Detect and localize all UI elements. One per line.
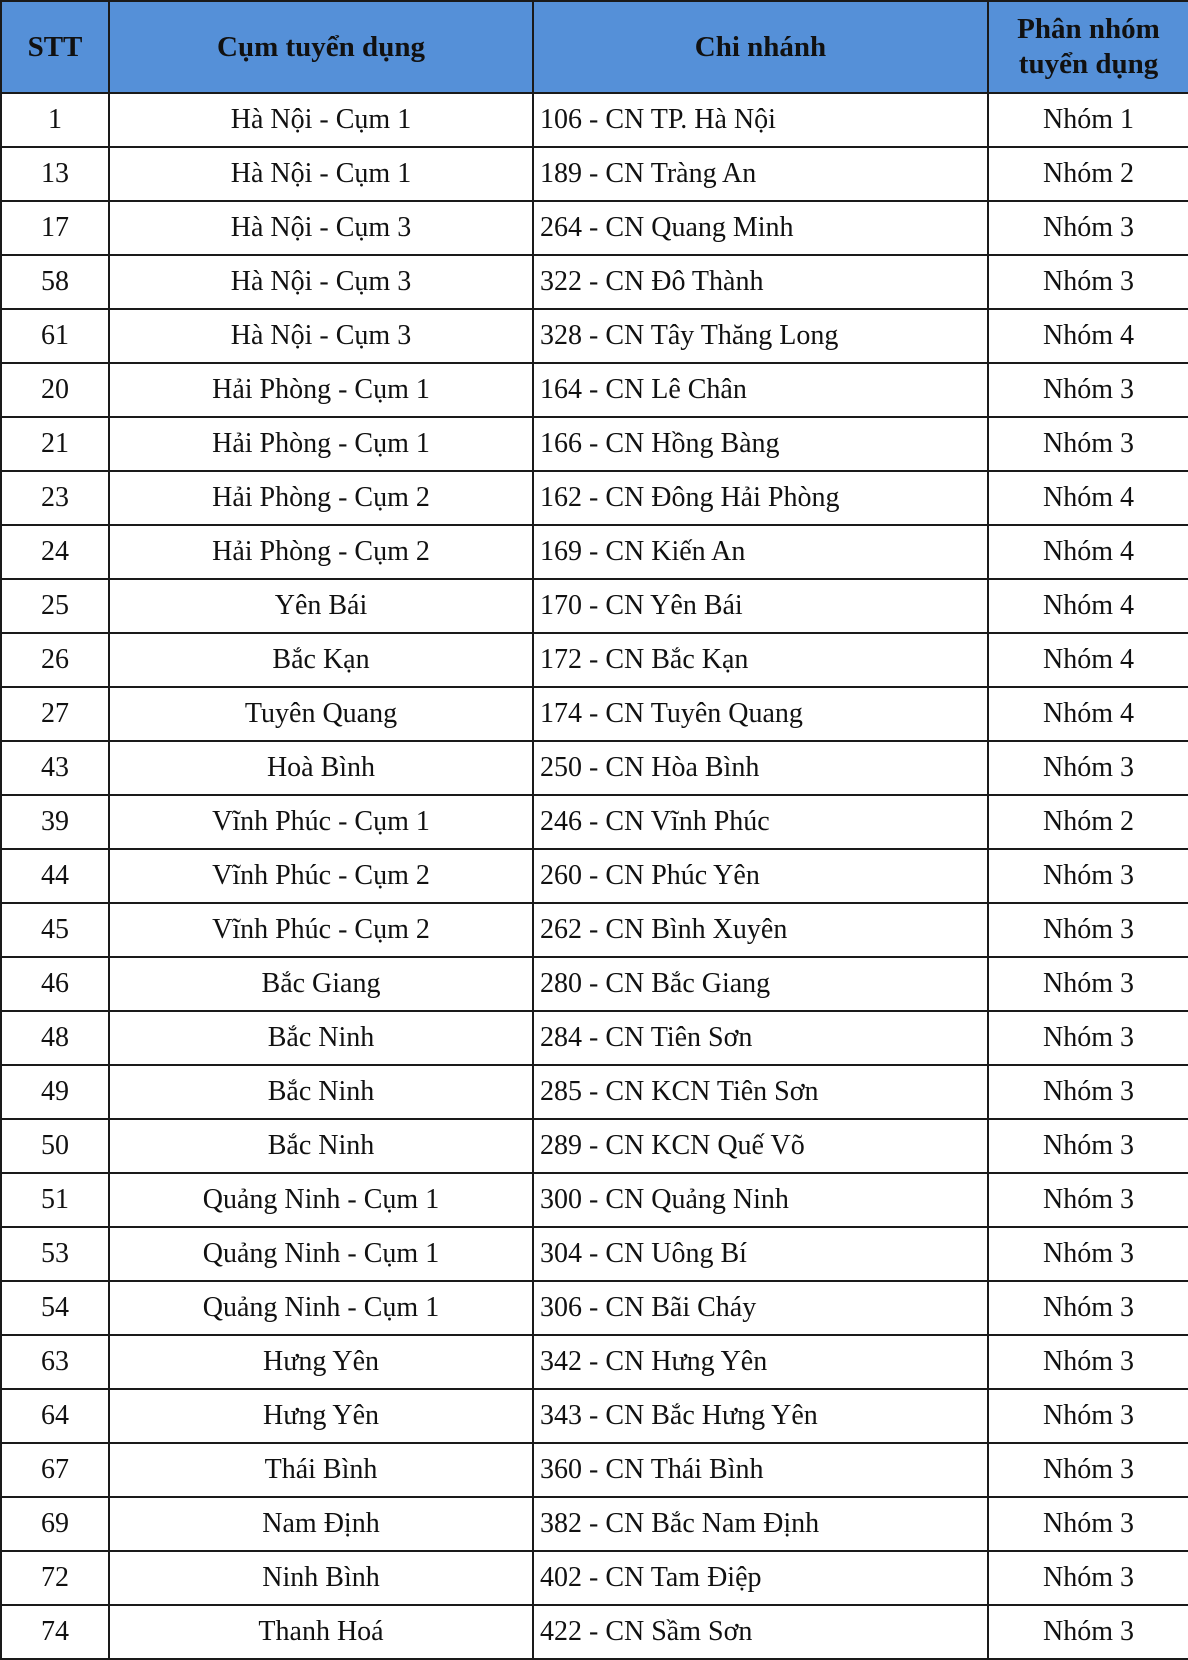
header-cluster: Cụm tuyển dụng xyxy=(109,1,533,93)
cluster-cell: Bắc Kạn xyxy=(109,633,533,687)
cluster-cell: Hà Nội - Cụm 3 xyxy=(109,201,533,255)
group-cell: Nhóm 3 xyxy=(988,1443,1188,1497)
branch-cell: 170 - CN Yên Bái xyxy=(533,579,988,633)
cluster-cell: Bắc Giang xyxy=(109,957,533,1011)
cluster-cell: Hà Nội - Cụm 3 xyxy=(109,309,533,363)
header-group xyxy=(988,1,1188,93)
group-cell: Nhóm 3 xyxy=(988,1605,1188,1659)
stt-cell: 1 xyxy=(1,93,109,147)
table-row xyxy=(1,1173,1188,1227)
table-row xyxy=(1,255,1188,309)
header-row xyxy=(1,1,1188,93)
stt-cell: 17 xyxy=(1,201,109,255)
branch-cell: 262 - CN Bình Xuyên xyxy=(533,903,988,957)
group-cell: Nhóm 3 xyxy=(988,1281,1188,1335)
header-group-label: Phân nhóm tuyển dụng xyxy=(1017,13,1160,80)
table-row xyxy=(1,1227,1188,1281)
cluster-cell: Thanh Hoá xyxy=(109,1605,533,1659)
branch-cell: 284 - CN Tiên Sơn xyxy=(533,1011,988,1065)
table-header xyxy=(1,1,1188,93)
group-cell: Nhóm 3 xyxy=(988,849,1188,903)
group-cell: Nhóm 3 xyxy=(988,363,1188,417)
cluster-cell: Tuyên Quang xyxy=(109,687,533,741)
cluster-cell: Quảng Ninh - Cụm 1 xyxy=(109,1227,533,1281)
table-row xyxy=(1,1281,1188,1335)
group-cell: Nhóm 2 xyxy=(988,795,1188,849)
stt-cell: 27 xyxy=(1,687,109,741)
table-row xyxy=(1,1497,1188,1551)
cluster-cell: Hà Nội - Cụm 3 xyxy=(109,255,533,309)
stt-cell: 58 xyxy=(1,255,109,309)
group-cell: Nhóm 4 xyxy=(988,471,1188,525)
table-row xyxy=(1,417,1188,471)
stt-cell: 63 xyxy=(1,1335,109,1389)
stt-cell: 43 xyxy=(1,741,109,795)
stt-cell: 21 xyxy=(1,417,109,471)
stt-cell: 61 xyxy=(1,309,109,363)
header-stt: STT xyxy=(1,1,109,93)
group-cell: Nhóm 3 xyxy=(988,903,1188,957)
stt-cell: 45 xyxy=(1,903,109,957)
group-cell: Nhóm 3 xyxy=(988,1065,1188,1119)
group-cell: Nhóm 3 xyxy=(988,201,1188,255)
group-cell: Nhóm 3 xyxy=(988,255,1188,309)
stt-cell: 69 xyxy=(1,1497,109,1551)
cluster-cell: Bắc Ninh xyxy=(109,1119,533,1173)
cluster-cell: Hải Phòng - Cụm 1 xyxy=(109,363,533,417)
table-body xyxy=(1,93,1188,1659)
cluster-cell: Nam Định xyxy=(109,1497,533,1551)
table-row xyxy=(1,201,1188,255)
branch-cell: 169 - CN Kiến An xyxy=(533,525,988,579)
branch-cell: 174 - CN Tuyên Quang xyxy=(533,687,988,741)
cluster-cell: Bắc Ninh xyxy=(109,1065,533,1119)
branch-cell: 422 - CN Sầm Sơn xyxy=(533,1605,988,1659)
table-row xyxy=(1,957,1188,1011)
cluster-cell: Vĩnh Phúc - Cụm 2 xyxy=(109,903,533,957)
group-cell: Nhóm 3 xyxy=(988,957,1188,1011)
table-row xyxy=(1,795,1188,849)
cluster-cell: Quảng Ninh - Cụm 1 xyxy=(109,1173,533,1227)
group-cell: Nhóm 3 xyxy=(988,1497,1188,1551)
table-row xyxy=(1,1335,1188,1389)
group-cell: Nhóm 3 xyxy=(988,741,1188,795)
cluster-cell: Thái Bình xyxy=(109,1443,533,1497)
branch-cell: 343 - CN Bắc Hưng Yên xyxy=(533,1389,988,1443)
group-cell: Nhóm 3 xyxy=(988,1389,1188,1443)
table-row xyxy=(1,741,1188,795)
group-cell: Nhóm 3 xyxy=(988,1173,1188,1227)
group-cell: Nhóm 4 xyxy=(988,579,1188,633)
branch-cell: 285 - CN KCN Tiên Sơn xyxy=(533,1065,988,1119)
group-cell: Nhóm 1 xyxy=(988,93,1188,147)
group-cell: Nhóm 3 xyxy=(988,1335,1188,1389)
group-cell: Nhóm 3 xyxy=(988,1227,1188,1281)
stt-cell: 67 xyxy=(1,1443,109,1497)
stt-cell: 39 xyxy=(1,795,109,849)
table-row xyxy=(1,1389,1188,1443)
group-cell: Nhóm 4 xyxy=(988,633,1188,687)
branch-cell: 322 - CN Đô Thành xyxy=(533,255,988,309)
stt-cell: 20 xyxy=(1,363,109,417)
branch-cell: 360 - CN Thái Bình xyxy=(533,1443,988,1497)
branch-cell: 164 - CN Lê Chân xyxy=(533,363,988,417)
table-row xyxy=(1,525,1188,579)
table-row xyxy=(1,147,1188,201)
branch-cell: 166 - CN Hồng Bàng xyxy=(533,417,988,471)
cluster-cell: Hà Nội - Cụm 1 xyxy=(109,147,533,201)
stt-cell: 51 xyxy=(1,1173,109,1227)
cluster-cell: Hoà Bình xyxy=(109,741,533,795)
branch-cell: 162 - CN Đông Hải Phòng xyxy=(533,471,988,525)
stt-cell: 46 xyxy=(1,957,109,1011)
table-row xyxy=(1,687,1188,741)
table-row xyxy=(1,1011,1188,1065)
stt-cell: 13 xyxy=(1,147,109,201)
table-row xyxy=(1,471,1188,525)
table-row xyxy=(1,849,1188,903)
branch-cell: 280 - CN Bắc Giang xyxy=(533,957,988,1011)
cluster-cell: Yên Bái xyxy=(109,579,533,633)
stt-cell: 54 xyxy=(1,1281,109,1335)
cluster-cell: Hà Nội - Cụm 1 xyxy=(109,93,533,147)
cluster-cell: Quảng Ninh - Cụm 1 xyxy=(109,1281,533,1335)
stt-cell: 64 xyxy=(1,1389,109,1443)
branch-cell: 289 - CN KCN Quế Võ xyxy=(533,1119,988,1173)
table-row xyxy=(1,1065,1188,1119)
stt-cell: 23 xyxy=(1,471,109,525)
cluster-cell: Hải Phòng - Cụm 2 xyxy=(109,471,533,525)
branch-cell: 246 - CN Vĩnh Phúc xyxy=(533,795,988,849)
branch-cell: 328 - CN Tây Thăng Long xyxy=(533,309,988,363)
branch-cell: 250 - CN Hòa Bình xyxy=(533,741,988,795)
group-cell: Nhóm 3 xyxy=(988,417,1188,471)
stt-cell: 25 xyxy=(1,579,109,633)
cluster-cell: Hưng Yên xyxy=(109,1335,533,1389)
table-row xyxy=(1,1119,1188,1173)
branch-cell: 106 - CN TP. Hà Nội xyxy=(533,93,988,147)
table-row xyxy=(1,1605,1188,1659)
branch-cell: 402 - CN Tam Điệp xyxy=(533,1551,988,1605)
header-branch: Chi nhánh xyxy=(533,1,988,93)
stt-cell: 49 xyxy=(1,1065,109,1119)
stt-cell: 50 xyxy=(1,1119,109,1173)
stt-cell: 72 xyxy=(1,1551,109,1605)
table-row xyxy=(1,363,1188,417)
cluster-cell: Hưng Yên xyxy=(109,1389,533,1443)
stt-cell: 48 xyxy=(1,1011,109,1065)
cluster-cell: Vĩnh Phúc - Cụm 2 xyxy=(109,849,533,903)
stt-cell: 53 xyxy=(1,1227,109,1281)
group-cell: Nhóm 3 xyxy=(988,1119,1188,1173)
table-row xyxy=(1,1443,1188,1497)
table-row xyxy=(1,633,1188,687)
branch-cell: 306 - CN Bãi Cháy xyxy=(533,1281,988,1335)
cluster-cell: Hải Phòng - Cụm 1 xyxy=(109,417,533,471)
table-row xyxy=(1,903,1188,957)
cluster-cell: Hải Phòng - Cụm 2 xyxy=(109,525,533,579)
group-cell: Nhóm 3 xyxy=(988,1551,1188,1605)
stt-cell: 26 xyxy=(1,633,109,687)
group-cell: Nhóm 4 xyxy=(988,687,1188,741)
stt-cell: 24 xyxy=(1,525,109,579)
branch-cell: 342 - CN Hưng Yên xyxy=(533,1335,988,1389)
branch-cell: 172 - CN Bắc Kạn xyxy=(533,633,988,687)
stt-cell: 44 xyxy=(1,849,109,903)
table-row xyxy=(1,309,1188,363)
branch-cell: 300 - CN Quảng Ninh xyxy=(533,1173,988,1227)
group-cell: Nhóm 4 xyxy=(988,309,1188,363)
branch-cell: 304 - CN Uông Bí xyxy=(533,1227,988,1281)
group-cell: Nhóm 2 xyxy=(988,147,1188,201)
table-row xyxy=(1,1551,1188,1605)
branch-cell: 189 - CN Tràng An xyxy=(533,147,988,201)
branch-cell: 382 - CN Bắc Nam Định xyxy=(533,1497,988,1551)
branch-cell: 264 - CN Quang Minh xyxy=(533,201,988,255)
cluster-cell: Ninh Bình xyxy=(109,1551,533,1605)
table-row xyxy=(1,579,1188,633)
cluster-cell: Bắc Ninh xyxy=(109,1011,533,1065)
table-row xyxy=(1,93,1188,147)
branch-cell: 260 - CN Phúc Yên xyxy=(533,849,988,903)
stt-cell: 74 xyxy=(1,1605,109,1659)
group-cell: Nhóm 3 xyxy=(988,1011,1188,1065)
group-cell: Nhóm 4 xyxy=(988,525,1188,579)
cluster-cell: Vĩnh Phúc - Cụm 1 xyxy=(109,795,533,849)
